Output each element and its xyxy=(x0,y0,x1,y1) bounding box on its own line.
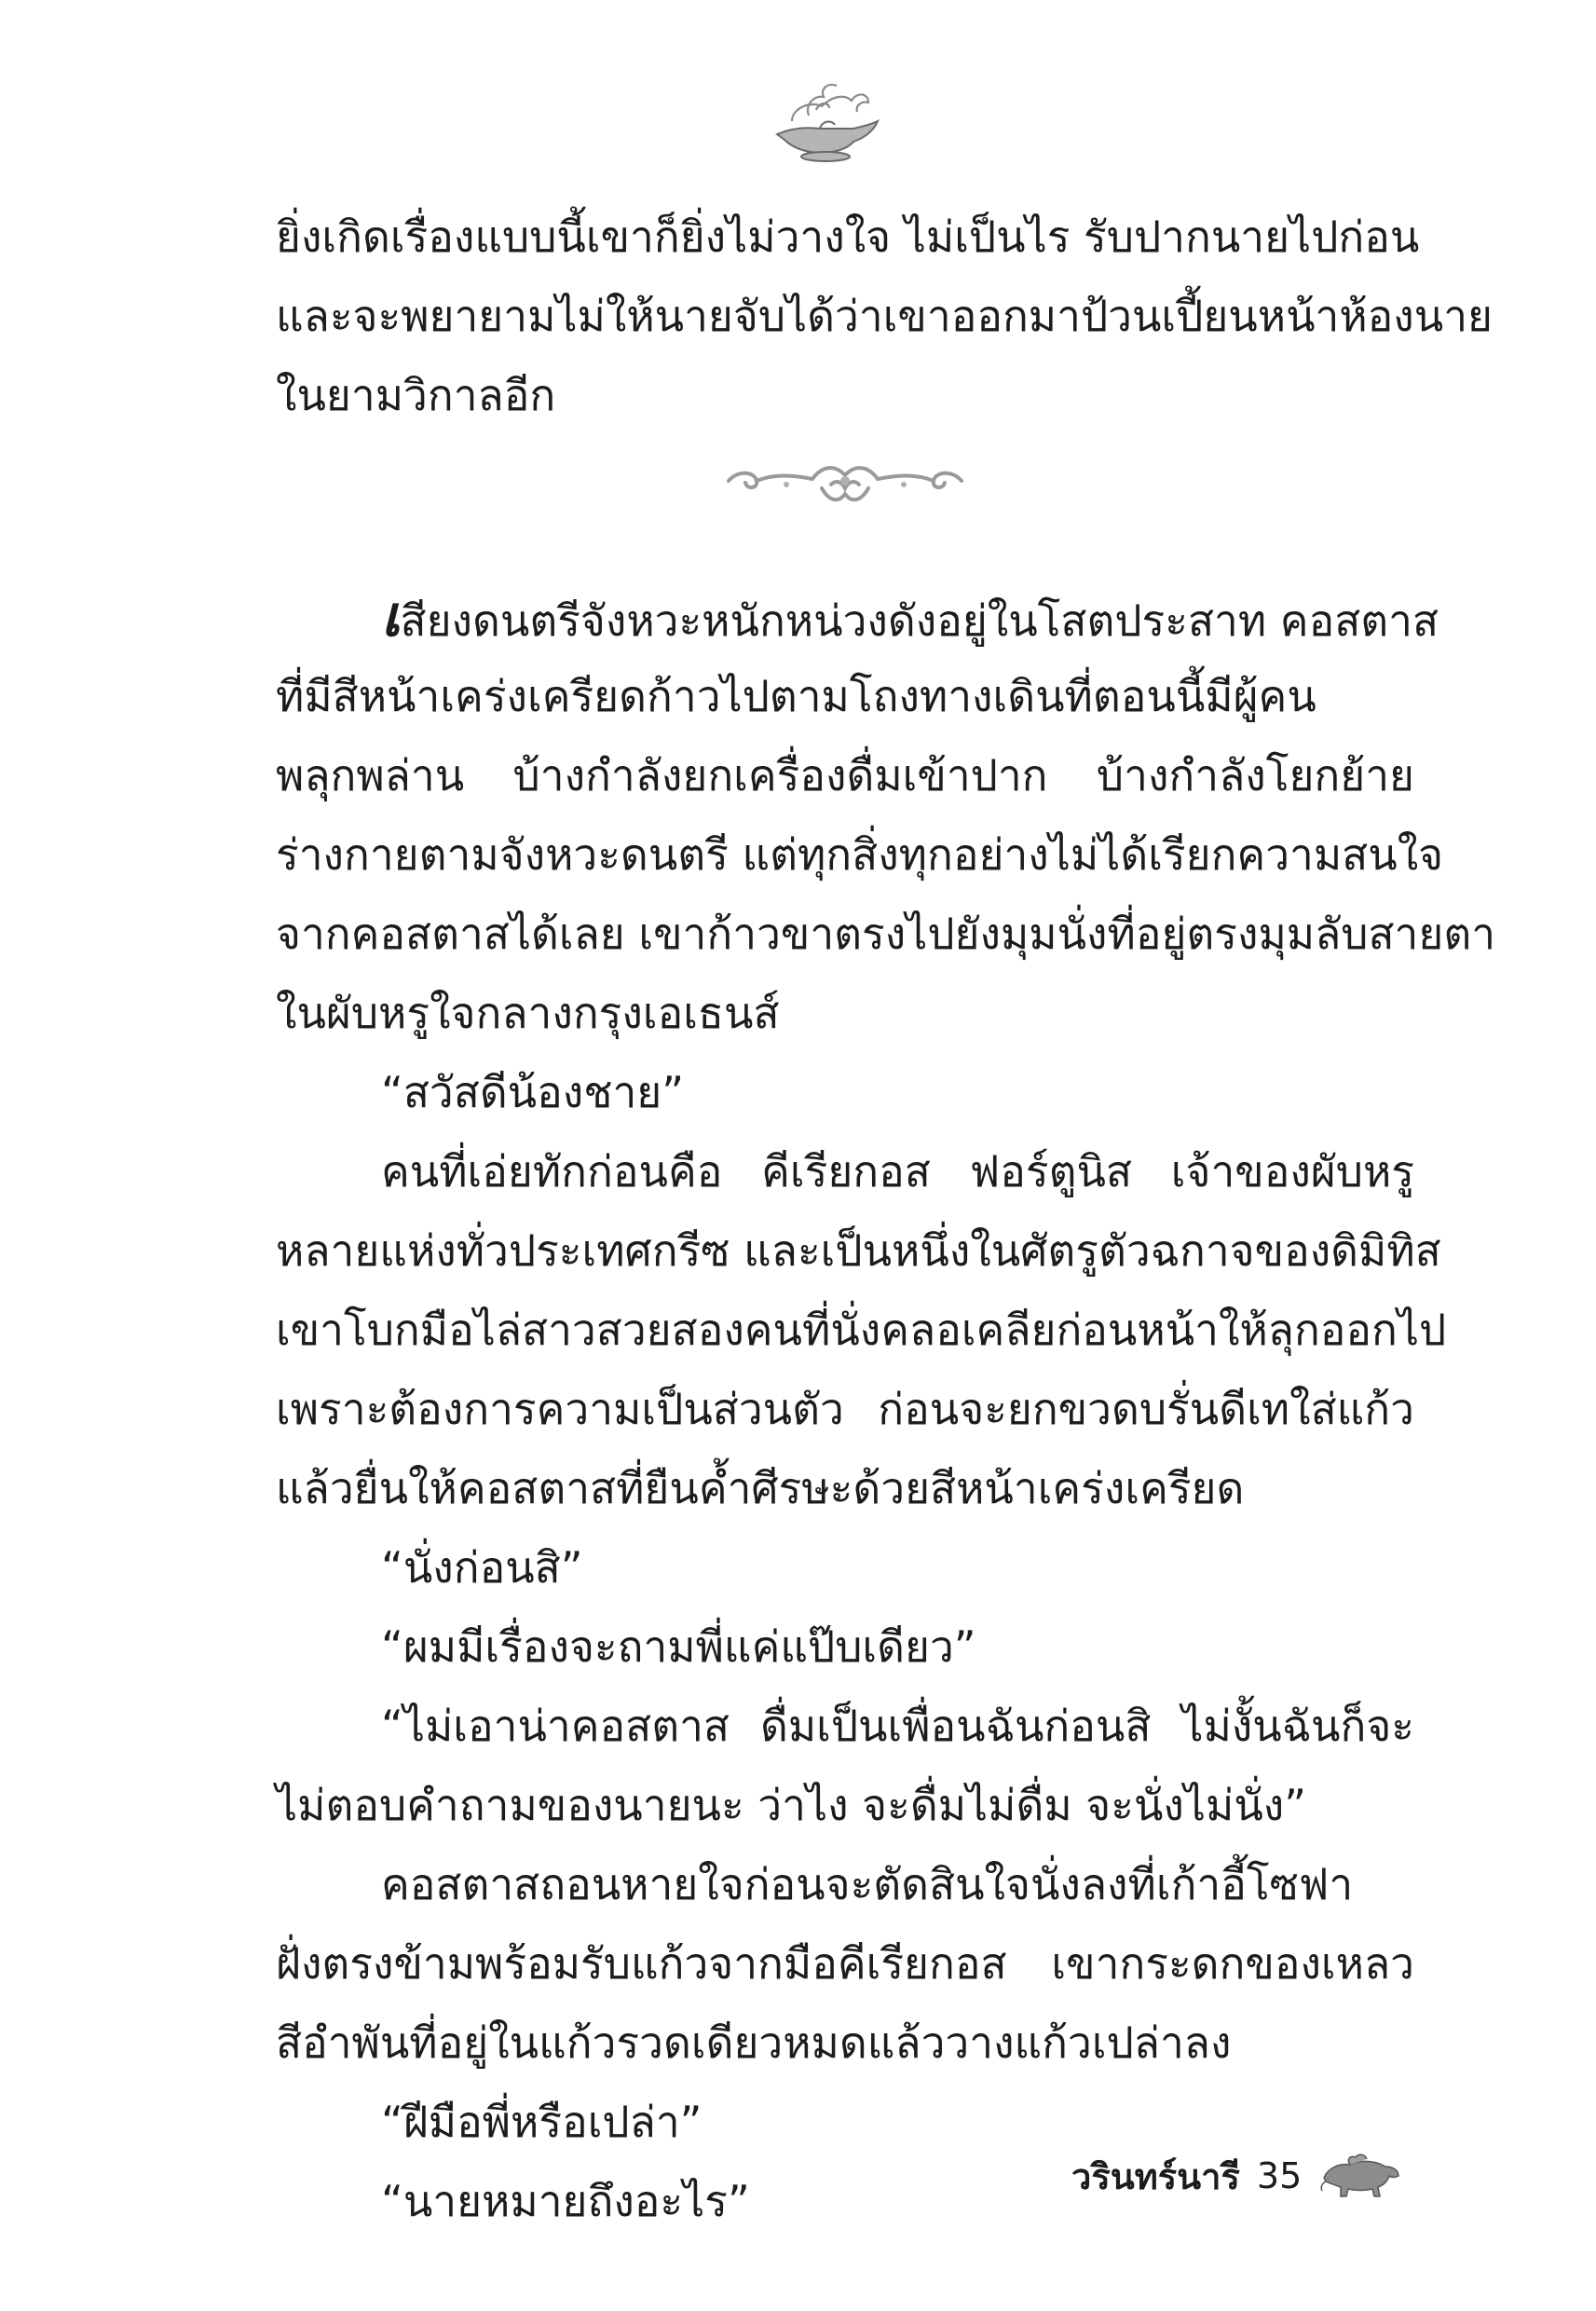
opening-paragraph xyxy=(276,198,1493,435)
text-line: ในยามวิกาลอีก xyxy=(276,370,556,420)
dialogue-line: “สวัสดีน้องชาย” xyxy=(381,1067,685,1117)
text-line xyxy=(276,578,1439,657)
text-line: คนที่เอ่ยทักก่อนคือ คีเรียกอส ฟอร์ตูนิส เจ้าของผับหรู xyxy=(381,1146,1414,1197)
page-number: 35 xyxy=(1256,2155,1303,2196)
text-line: จากคอสตาสได้เลย เขาก้าวขาตรงไปยังมุมนั่งที่อยู่ตรงมุมลับสายตา xyxy=(276,909,1496,959)
text-line: แล้วยื่นให้คอสตาสที่ยืนค้ำศีรษะด้วยสีหน้าเคร่งเครียด xyxy=(276,1463,1245,1513)
first-line-text: สียงดนตรีจังหวะหนักหน่วงดังอยู่ในโสตประสาท คอสตาส xyxy=(400,595,1439,646)
page-footer xyxy=(1071,2143,1425,2208)
text-line: ร่างกายตามจังหวะดนตรี แต่ทุกสิ่งทุกอย่างไม่ได้เรียกความสนใจ xyxy=(276,829,1444,880)
text-line: หลายแห่งทั่วประเทศกรีซ และเป็นหนึ่งในศัตรูตัวฉกาจของดิมิทิส xyxy=(276,1225,1441,1276)
dialogue-line: “ฝีมือพี่หรือเปล่า” xyxy=(381,2097,703,2147)
text-line: สีอำพันที่อยู่ในแก้วรวดเดียวหมดแล้ววางแก้วเปล่าลง xyxy=(276,2017,1232,2068)
text-line: และจะพยายามไม่ให้นายจับได้ว่าเขาออกมาป้วนเปี้ยนหน้าห้องนาย xyxy=(276,291,1493,341)
dialogue-line: “ไม่เอาน่าคอสตาส ดื่มเป็นเพื่อนฉันก่อนสิ ไม่งั้นฉันก็จะ xyxy=(381,1701,1414,1751)
text-line: ในผับหรูใจกลางกรุงเอเธนส์ xyxy=(276,988,780,1038)
flourish-divider xyxy=(719,447,971,513)
dialogue-line: “ผมมีเรื่องจะถามพี่แค่แป๊บเดียว” xyxy=(381,1621,976,1672)
text-line: ยิ่งเกิดเรื่องแบบนี้เขาก็ยิ่งไม่วางใจ ไม่เป็นไร รับปากนายไปก่อน xyxy=(276,212,1420,262)
text-line: คอสตาสถอนหายใจก่อนจะตัดสินใจนั่งลงที่เก้าอี้โซฟา xyxy=(381,1859,1354,1909)
drop-cap: เ xyxy=(381,584,401,650)
text-line: ไม่ตอบคำถามของนายนะ ว่าไง จะดื่มไม่ดื่ม จะนั่งไม่นั่ง” xyxy=(276,1780,1307,1830)
text-line: พลุกพล่าน บ้างกำลังยกเครื่องดื่มเข้าปาก บ้างกำลังโยกย้าย xyxy=(276,750,1414,800)
text-line: เพราะต้องการความเป็นส่วนตัว ก่อนจะยกขวดบรั่นดีเทใส่แก้ว xyxy=(276,1384,1414,1434)
scene-text xyxy=(276,578,1496,2241)
text-line: ที่มีสีหน้าเคร่งเครียดก้าวไปตามโถงทางเดินที่ตอนนี้มีผู้คน xyxy=(276,671,1316,721)
lion-logo-icon xyxy=(1318,2150,1402,2202)
dialogue-line: “นายหมายถึงอะไร” xyxy=(381,2176,750,2226)
text-line: ฝั่งตรงข้ามพร้อมรับแก้วจากมือคีเรียกอส เขากระดกของเหลว xyxy=(276,1938,1414,1989)
dialogue-line: “นั่งก่อนสิ” xyxy=(381,1542,583,1593)
text-line: เขาโบกมือไล่สาวสวยสองคนที่นั่งคลอเคลียก่อนหน้าให้ลุกออกไป xyxy=(276,1305,1447,1355)
genie-lamp-icon xyxy=(764,73,885,166)
book-title: วรินทร์นารี xyxy=(1071,2155,1240,2197)
